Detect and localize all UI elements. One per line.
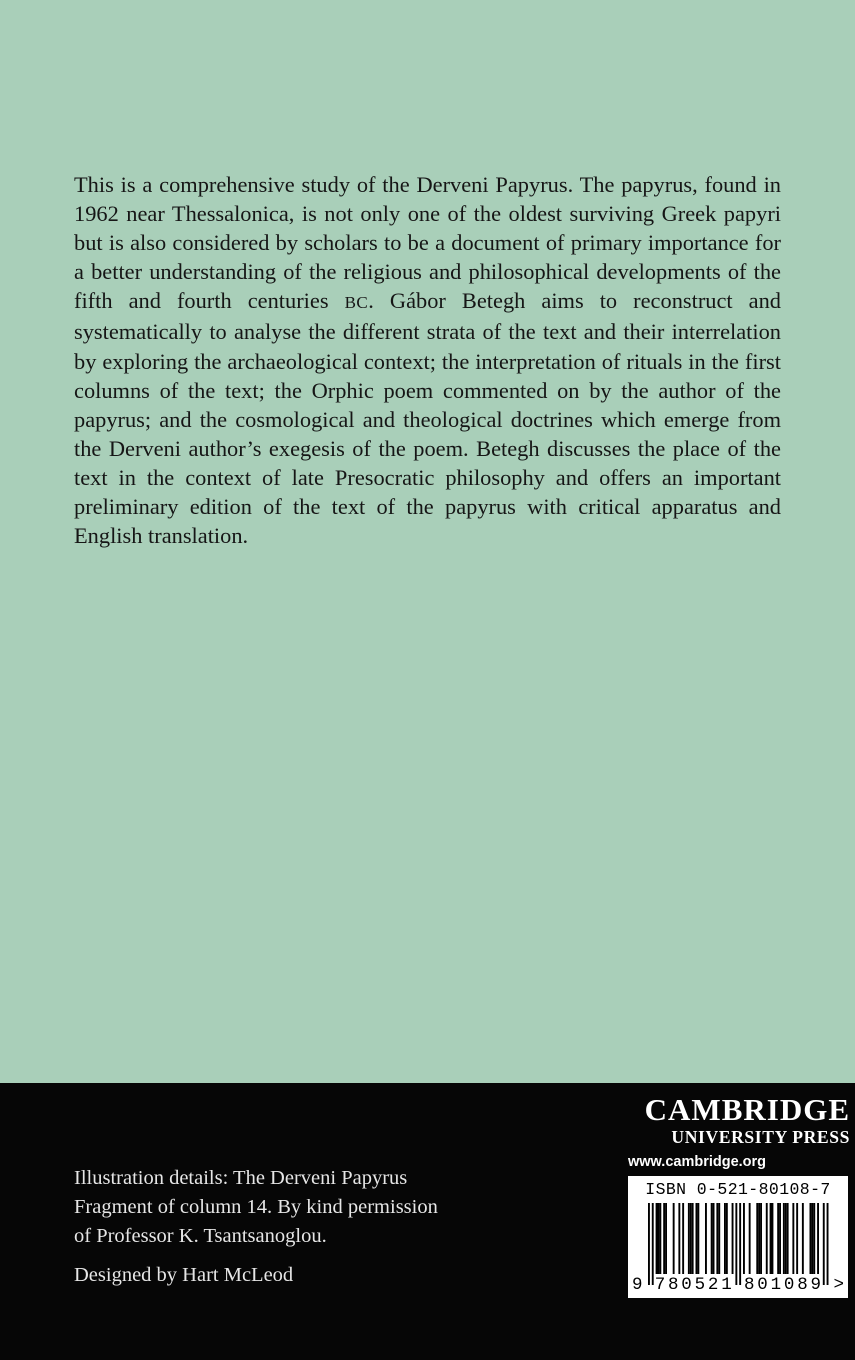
barcode-bar: [777, 1203, 779, 1274]
ean-digit: 9: [632, 1275, 643, 1295]
isbn-label: ISBN 0-521-80108-7: [645, 1180, 831, 1199]
barcode-bar: [827, 1203, 829, 1285]
barcode-bar: [749, 1203, 751, 1274]
barcode-bar: [810, 1203, 812, 1274]
barcode-bar: [716, 1203, 718, 1274]
ean-digit: 8: [797, 1275, 808, 1295]
barcode-bar: [758, 1203, 760, 1274]
barcode-bar: [688, 1203, 690, 1274]
ean-digit: 2: [707, 1275, 719, 1295]
publisher-url[interactable]: www.cambridge.org: [628, 1154, 767, 1170]
ean-digit: 1: [721, 1275, 732, 1295]
barcode-bar: [705, 1203, 707, 1274]
ean-digit: 0: [783, 1275, 795, 1295]
barcode-bar: [656, 1203, 658, 1274]
publisher-logo: [622, 1093, 850, 1172]
barcode-bar: [726, 1203, 728, 1274]
barcode-bar: [787, 1203, 789, 1274]
blurb-part2: . Gábor Betegh aims to reconstruct and systematically to analyse the different strata of the text and their interrelation by exploring the archaeological context; the interpretation of rituals in the first columns of the text; the Orphic poem commented on by the author of the papyrus; and the cosmological and theological doctrines which emerge from the Derveni author’s exegesis of the poem. Betegh discusses the place of the text in the context of late Presocratic philosophy and offers an important preliminary edition of the text of the papyrus with critical apparatus and English translation.: [74, 288, 782, 549]
barcode-bar: [743, 1203, 745, 1274]
ean-digit: 8: [668, 1275, 679, 1295]
ean-digit: 9: [810, 1275, 822, 1295]
barcode-bar: [692, 1203, 694, 1274]
barcode-bar: [783, 1203, 785, 1274]
barcode-bar: [813, 1203, 815, 1274]
barcode-bar: [690, 1203, 692, 1274]
barcode-bar: [663, 1203, 665, 1274]
barcode-bar: [802, 1203, 804, 1274]
barcode-bar: [735, 1203, 737, 1285]
illustration-line-1: Illustration details: The Derveni Papyrus: [74, 1167, 408, 1189]
ean-digit: 0: [757, 1275, 768, 1295]
barcode-bar: [739, 1203, 741, 1285]
barcode-bar: [732, 1203, 734, 1274]
barcode-bar: [718, 1203, 720, 1274]
barcode-bar: [779, 1203, 781, 1274]
barcode-bar: [772, 1203, 774, 1274]
publisher-subtitle: UNIVERSITY PRESS: [671, 1127, 850, 1147]
barcode-bar: [823, 1203, 825, 1285]
barcode-bar: [665, 1203, 667, 1274]
ean-digit: 8: [744, 1275, 755, 1295]
barcode-bar: [785, 1203, 787, 1274]
credits: [74, 1164, 534, 1290]
ean-digits: [628, 1274, 848, 1296]
barcode-bar: [648, 1203, 650, 1285]
barcode-bar: [792, 1203, 794, 1274]
barcode-bar: [724, 1203, 726, 1274]
designer-credit: Designed by Hart McLeod: [74, 1264, 294, 1286]
barcode: [628, 1176, 848, 1298]
blurb-text: [74, 170, 781, 550]
barcode-bar: [658, 1203, 660, 1274]
barcode-bar: [673, 1203, 675, 1274]
ean-digit: 7: [654, 1275, 666, 1295]
ean-digit: 0: [681, 1275, 692, 1295]
barcode-bar: [817, 1203, 819, 1274]
barcode-bar: [811, 1203, 813, 1274]
barcode-bar: [713, 1203, 715, 1274]
barcode-bar: [766, 1203, 768, 1274]
barcode-bar: [678, 1203, 680, 1274]
ean-digit: 5: [694, 1275, 706, 1295]
barcode-bar: [796, 1203, 798, 1274]
barcode-bar: [659, 1203, 661, 1274]
barcode-bar: [696, 1203, 698, 1274]
illustration-line-2: Fragment of column 14. By kind permission: [74, 1196, 438, 1218]
barcode-bar: [756, 1203, 758, 1274]
barcode-bar: [770, 1203, 772, 1274]
ean-digit: 1: [770, 1275, 782, 1295]
barcode-bar: [711, 1203, 713, 1274]
blurb-era: BC: [344, 293, 369, 313]
barcode-bar: [760, 1203, 762, 1274]
publisher-name: CAMBRIDGE: [644, 1092, 850, 1127]
barcode-bar: [682, 1203, 684, 1274]
blurb-part1: This is a comprehensive study of the Derveni Papyrus. The papyrus, found in 1962 near Thessalonica, is not only one of the oldest surviving Greek papyri but is also considered by scholars to be a document of primary importance for a better understanding of the religious and philosophical developments of the fifth and fourth centuries: [74, 172, 781, 314]
barcode-bar: [697, 1203, 699, 1274]
ean-quiet-zone-mark: >: [833, 1275, 845, 1295]
illustration-line-3: of Professor K. Tsantsanoglou.: [74, 1225, 327, 1247]
barcode-bar: [652, 1203, 654, 1285]
